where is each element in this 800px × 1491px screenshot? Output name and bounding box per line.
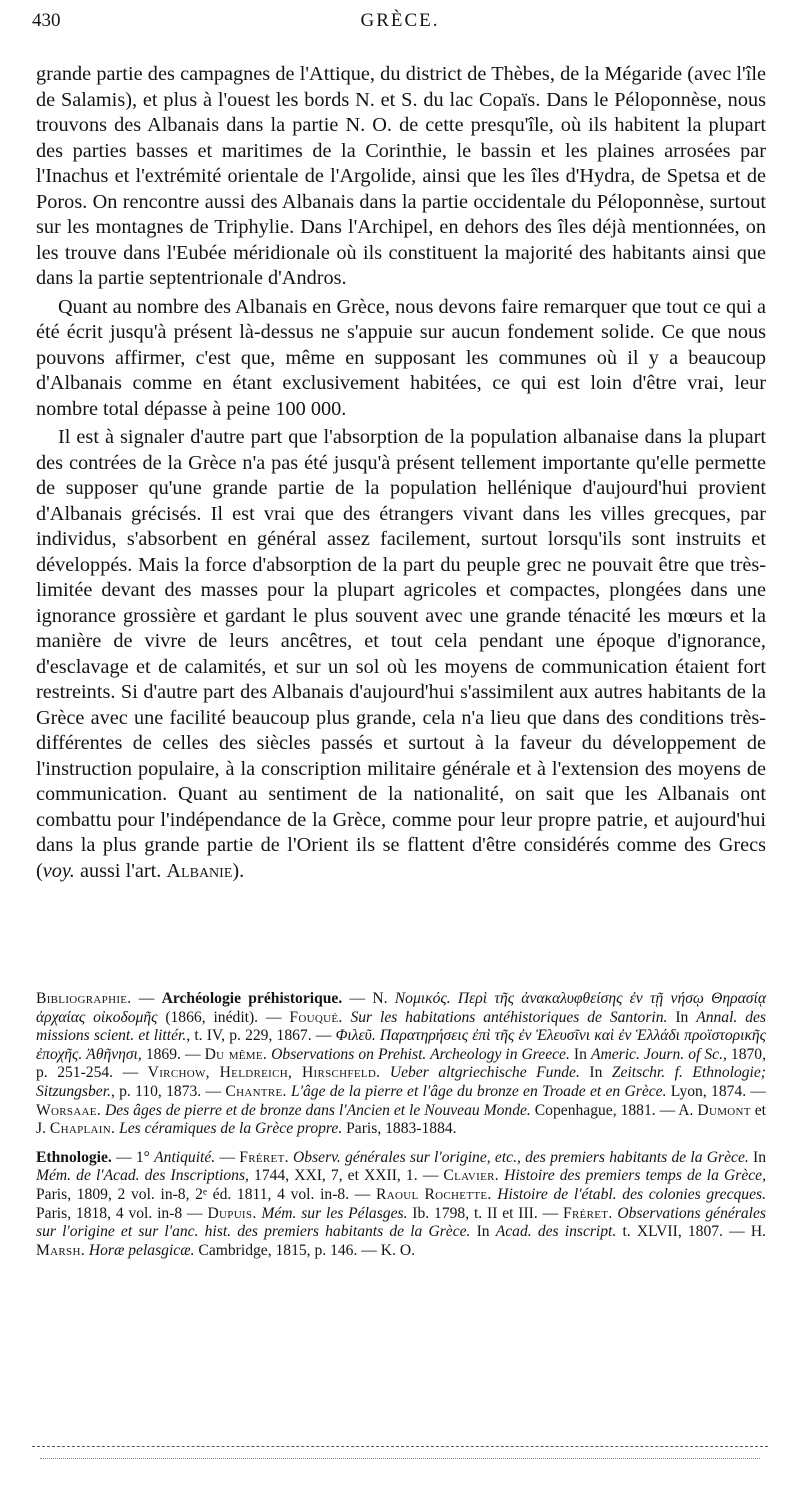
sep: et J.	[36, 1101, 766, 1138]
sep: —	[131, 990, 162, 1007]
antiquity-subheading: Antiquité.	[154, 1148, 216, 1166]
sep: — N.	[342, 990, 395, 1007]
page-number: 430	[32, 10, 61, 31]
journal-annal: Annal. des missions scient. et littér.	[36, 1008, 766, 1045]
author-dumont: Dumont	[697, 1101, 751, 1119]
citation-text: Copenhague, 1881. — A.	[530, 1101, 698, 1119]
greek-citation-1: Νομικός. Περὶ τῆς ἀνακαλυφθείσης ἐν τῇ νήσῳ Θηρασίᾳ ἀρχαίας οἰκοδομῆς	[36, 990, 767, 1026]
sep: In	[667, 1008, 697, 1026]
bibliography-section	[36, 990, 766, 1260]
citation-text: , t. IV, p. 229, 1867. —	[186, 1027, 336, 1045]
paragraph-1: grande partie des campagnes de l'Attique, du district de Thèbes, de la Mégaride (avec l'île de Salamis), et plus à l'ouest les bords N. et S. du lac Copaïs. Dans le Péloponnèse, nous trouvons des Albanais dans la partie N. O. de cette presqu'île, où ils habitent la plupart des parties basses et maritimes de la Corinthie, le bassin et les plaines arrosées par l'Inachus et l'extrémité orientale de l'Argolide, ainsi que les îles d'Hydra, de Spetsa et de Poros. On rencontre aussi des Albanais dans la partie occidentale du Péloponnèse, surtout sur les montagnes de Triphylie. Dans l'Archipel, en dehors des îles déjà mentionnées, on les trouve dans l'Eubée méridionale où ils constituent la majorité des habitants ainsi que dans la partie septentrionale d'Andros.	[36, 63, 766, 289]
author-chaplain: Chaplain.	[49, 1120, 116, 1138]
citation-text: 1869. —	[141, 1045, 205, 1063]
footer-rule	[32, 1446, 768, 1447]
title-worsaae: Des âges de pierre et de bronze dans l'Ancien et le Nouveau Monde.	[104, 1101, 531, 1119]
author-dupuis: Dupuis.	[207, 1204, 257, 1222]
paragraph-3-text-b: aussi l'art.	[74, 859, 167, 882]
sep: In	[470, 1223, 496, 1241]
citation-text: Paris, 1883-1884.	[342, 1120, 457, 1138]
author-freret-2: Fréret.	[563, 1204, 613, 1222]
citation-text: (1866, inédit). —	[157, 1008, 290, 1026]
citation-text: Lyon, 1874. —	[666, 1082, 766, 1100]
bibliography-label: Bibliographie.	[36, 990, 132, 1007]
title-hist-premiers: Histoire des premiers temps de la Grèce,	[504, 1167, 766, 1185]
author-du-meme: Du même.	[204, 1045, 268, 1063]
title-hist-etabl: Histoire de l'établ. des colonies grecques.	[497, 1185, 766, 1203]
title-observations: Observations on Prehist. Archeology in Greece.	[271, 1045, 570, 1063]
citation-text: Paris, 1809, 2 vol. in-8, 2ᵉ éd. 1811, 4 vol. in-8. —	[36, 1185, 377, 1203]
author-raoul-rochette: Raoul Rochette.	[376, 1185, 492, 1203]
paragraph-3	[36, 425, 766, 884]
bibliography-archeology	[36, 990, 766, 1139]
author-clavier: Clavier.	[443, 1167, 499, 1185]
journal-americ: Americ. Journ. of Sc.	[590, 1045, 723, 1063]
citation-text: , p. 110, 1873. —	[110, 1082, 226, 1100]
author-virchow: Virchow, Heldreich, Hirschfeld.	[147, 1064, 381, 1082]
greek-citation-2: Φιλεῦ. Παρατηρήσεις ἐπὶ τῆς ἐν Ἐλευσῖνι καὶ ἐν Ἑλλάδι προϊστορικῆς ἐποχῆς. Ἀθῆνησι,	[36, 1027, 766, 1063]
journal-zeitschr: Zeitschr. f. Ethnologie; Sitzungsber.	[36, 1064, 767, 1100]
sep: — 1°	[111, 1148, 155, 1166]
author-chantre: Chantre.	[225, 1082, 287, 1100]
author-worsaae: Worsaae.	[36, 1101, 102, 1119]
journal-acad-inscript: Acad. des inscript.	[495, 1223, 617, 1241]
title-ceramiques: Les céramiques de la Grèce propre.	[119, 1120, 343, 1138]
title-mem-pelasges: Mém. sur les Pélasges.	[261, 1204, 408, 1222]
citation-text: Cambridge, 1815, p. 146. — K. O.	[194, 1241, 415, 1259]
title-ueber: Ueber altgriechische Funde.	[389, 1064, 580, 1082]
journal-mem-acad: Mém. de l'Acad. des Inscriptions,	[36, 1167, 249, 1185]
paragraph-3-end: ).	[232, 859, 245, 882]
citation-text: Ib. 1798, t. II et III. —	[407, 1204, 564, 1222]
author-fouque: Fouqué.	[289, 1008, 343, 1026]
paragraph-3-text: Il est à signaler d'autre part que l'absorption de la population albanaise dans la plupart des contrées de la Grèce n'a pas été jusqu'à présent tellement importante qu'elle permette de supposer qu'une grande partie de la population hellénique d'aujourd'hui provient d'Albanais grécisés. Il est vrai que des étrangers vivant dans les villes grecques, par individus, s'absorbent en général assez facilement, surtout lorsqu'ils sont instruits et développés. Mais la force d'absorption de la part du peuple grec ne pouvait être que très-limitée devant des masses pour la plupart agricoles et compactes, plongées dans une ignorance grossière et gardant le plus souvent avec une grande ténacité les mœurs et la manière de vivre de leurs ancêtres, et tout cela pendant une époque d'ignorance, d'esclavage et de calamités, et sur un sol où les moyens de communication étaient fort restreints. Si d'autre part des Albanais d'aujourd'hui s'assimilent aux autres habitants de la Grèce avec une facilité beaucoup plus grande, cela n'a lieu que dans des conditions très-différentes de celles des siècles passés et surtout à la faveur du développement de l'instruction populaire, à la conscription militaire générale et à l'extension des moyens de communication. Quant au sentiment de la nationalité, on sait que les Albanais ont combattu pour l'indépendance de la Grèce, comme pour leur propre patrie, et aujourd'hui dans la plus grande partie de l'Orient ils se flattent d'être considérés comme des Grecs (	[36, 426, 766, 882]
bibliography-ethnology	[36, 1149, 766, 1261]
voy-abbrev: voy.	[42, 859, 75, 882]
sep: In	[748, 1148, 766, 1166]
page-header	[32, 10, 768, 44]
title-chantre: L'âge de la pierre et l'âge du bronze en Troade et en Grèce.	[290, 1082, 667, 1100]
ethnology-heading: Ethnologie.	[36, 1148, 112, 1166]
author-freret: Fréret.	[239, 1148, 289, 1166]
archeology-heading: Archéologie préhistorique.	[161, 990, 343, 1007]
title-horae: Horæ pelasgicæ.	[88, 1241, 195, 1259]
main-text	[36, 62, 766, 884]
running-title: GRÈCE.	[360, 10, 440, 31]
sep: —	[215, 1148, 240, 1166]
title-obs-generales: Observations générales sur l'origine et sur l'anc. hist. des premiers habitants de la Grèce.	[36, 1204, 766, 1241]
author-marsh: Marsh.	[36, 1241, 85, 1259]
citation-text: , 1870, p. 251-254. —	[36, 1045, 766, 1082]
sep: In	[579, 1064, 612, 1082]
citation-text: t. XLVII, 1807. — H.	[616, 1223, 766, 1241]
title-observ: Observ. générales sur l'origine, etc., des premiers habitants de la Grèce.	[293, 1148, 749, 1166]
sep: In	[569, 1045, 591, 1063]
paragraph-2: Quant au nombre des Albanais en Grèce, nous devons faire remarquer que tout ce qui a été écrit jusqu'à présent là-dessus ne s'appuie sur aucun fondement solide. Ce que nous pouvons affirmer, c'est que, même en supposant les communes où il y a beaucoup d'Albanais comme en étant exclusivement habitées, ce qui est loin d'être vrai, leur nombre total dépasse à peine 100 000.	[36, 295, 766, 420]
cross-reference: Albanie	[166, 859, 233, 882]
citation-text: Paris, 1818, 4 vol. in-8 —	[36, 1204, 208, 1222]
citation-text: 1744, XXI, 7, et XXII, 1. —	[248, 1167, 444, 1185]
title-fouque: Sur les habitations antéhistoriques de Santorin.	[350, 1008, 668, 1026]
sep	[380, 1064, 390, 1081]
footer-rule-dotted	[40, 1458, 760, 1459]
